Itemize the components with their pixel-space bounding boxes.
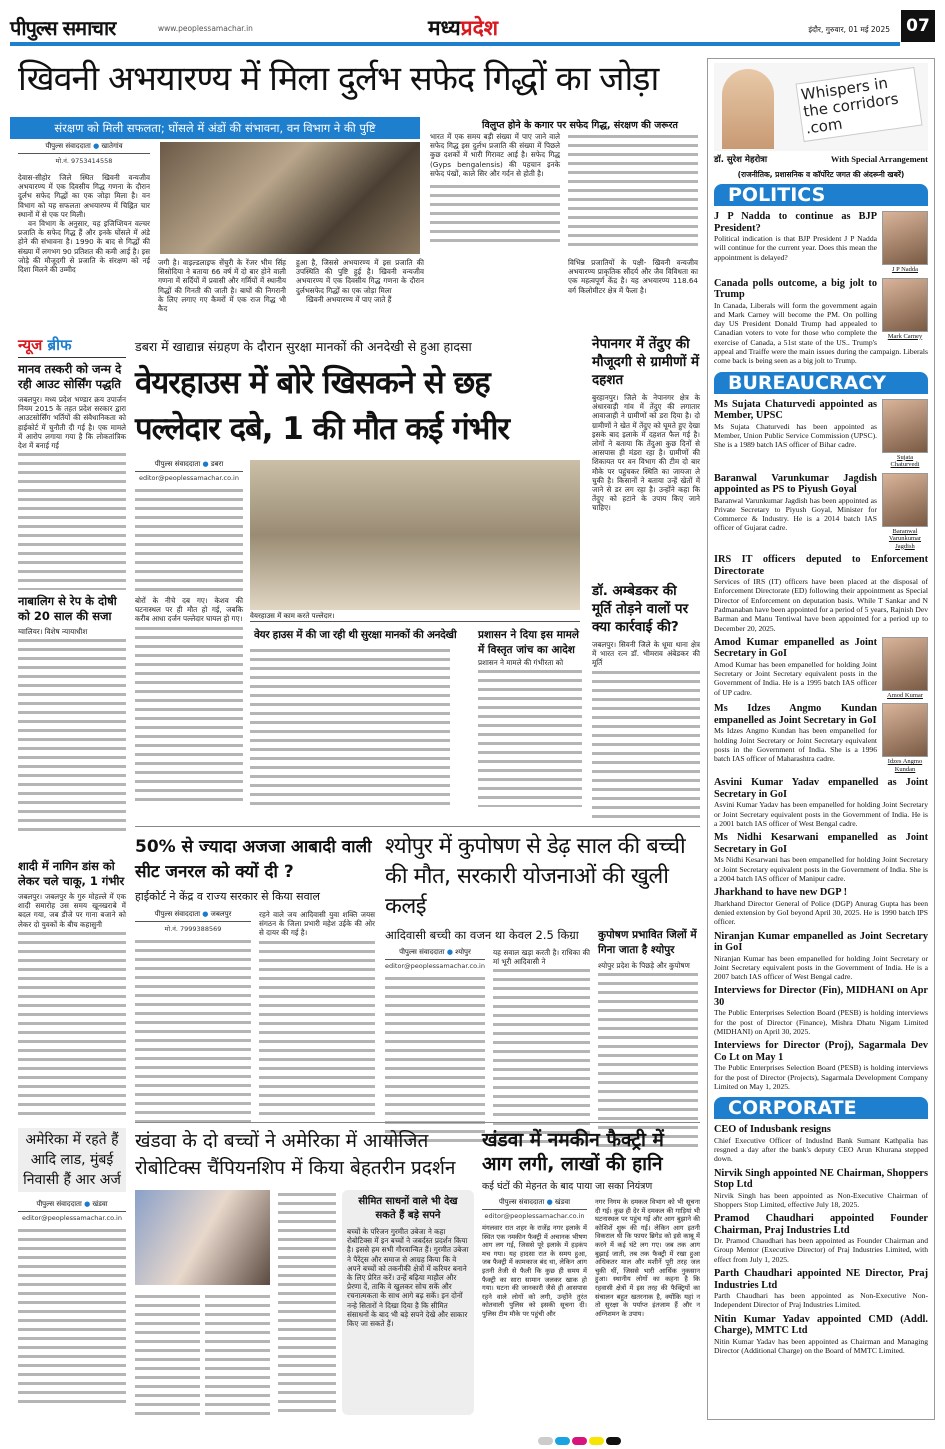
page-number: 07 <box>901 10 935 42</box>
item-headline: Parth Chaudhari appointed NE Director, Praj Industries Ltd <box>714 1268 928 1291</box>
email: editor@peoplessamachar.co.in <box>484 1212 585 1220</box>
news-item <box>714 701 928 775</box>
item-text: Jharkhand Director General of Police (DGP) Anurag Gupta has been denied extension by GoI beyond April 30, 2025. He is 1990 batch IPS officer. <box>714 898 928 927</box>
person-photo <box>882 473 928 551</box>
item-headline: Nitin Kumar Yadav appointed CMD (Addl. Charge), MMTC Ltd <box>714 1313 928 1337</box>
text-block <box>18 1226 126 1406</box>
portrait-image <box>882 473 928 527</box>
byline-name: पीपुल्स संवाददाता <box>399 948 445 956</box>
text-block <box>135 937 251 1127</box>
byline: पीपुल्स संवाददाता ● श्योपुर <box>385 948 485 960</box>
dateline: इंदौर, गुरुवार, 01 मई 2025 <box>808 25 890 34</box>
byline-name: पीपुल्स संवाददाता <box>154 910 201 918</box>
item-headline: Interviews for Director (Fin), MIDHANI on Apr 30 <box>714 985 928 1008</box>
robotics-box <box>278 1190 478 1415</box>
phone: मो.नं. 7999388569 <box>164 925 222 933</box>
headline-line: पल्लेदार दबे, 1 की मौत कई गंभीर <box>135 411 510 447</box>
nepanagar-text: बुरहानपुर। जिले के नेपानगर क्षेत्र के अंधारवाड़ी गांव में तेंदुए की लगातार आवाजाही ने ग्रामीणों को डरा दिया है। दो ग्रामीणों ने खेत में तेंदुए को घूमते हुए देखा इसके बाद इलाके में दहशत फैल गई है। लोगों ने बताया कि तेंदुआ कुछ दिनों से आसपास ही मंडरा रहा है। ग्रामीणों की शिकायत पर वन विभाग की टीम दो बार मौके पर पहुंचकर स्थिति का जायजा ले चुकी है। किसानों ने बताया उन्हें खेतों में जाने से डर लग रहा है। उन्होंने कहा कि तेंदुए को हटाने के उपाय किए जाने चाहिए। <box>592 393 700 513</box>
item-headline: Jharkhand to have new DGP ! <box>714 887 848 899</box>
robotics-kids-photo <box>135 1190 270 1285</box>
sheopur-box-head: कुपोषण प्रभावित जिलों में गिना जाता है श्योपुर <box>598 929 697 956</box>
brief-text: ग्वालियर। विशेष न्यायाधीश <box>18 627 88 637</box>
brief-headline: अमेरिका में रहते हैं आदि लाड, मुंबई निवासी हैं आर अर्ज <box>18 1128 126 1192</box>
brief-headline: शादी में नागिन डांस को लेकर चले चाकू, 1 गंभीर <box>18 859 125 888</box>
nepanagar-story <box>592 335 700 513</box>
photo-caption: वेयरहाउस में काम करते पल्लेदार। <box>250 612 580 622</box>
news-item <box>714 830 928 885</box>
ambedkar-text: जबलपुर। सिवनी जिले के धूमा थाना क्षेत्र में भारत रत्न डॉ. भीमराव अंबेडकर की मूर्ति <box>592 640 700 668</box>
item-text: Ms Nidhi Kesarwani has been empanelled for holding Joint Secretary or Joint Secretary equivalent posts in the Government of India. She is a 2004 batch IAS officer of Manipur cadre. <box>714 855 928 883</box>
text-block <box>18 450 126 590</box>
item-headline: Ms Sujata Chaturvedi appointed as Member, UPSC <box>714 398 877 422</box>
byline: पीपुल्स संवाददाता ● खातेगांव <box>18 142 150 154</box>
website-url[interactable]: www.peoplessamachar.in <box>158 24 253 33</box>
person-photo <box>882 211 928 274</box>
section-title-b: प्रदेश <box>460 16 499 40</box>
ajja-text: रहने वाले जय आदिवासी युवा शक्ति जयस संगठन के जिला प्रभारी महेश उईके की ओर से दायर की गई है। <box>259 910 375 938</box>
item-headline: CEO of Indusbank resigns <box>714 1124 831 1136</box>
header-rule <box>10 42 900 46</box>
divider <box>135 826 700 827</box>
byline-place: खातेगांव <box>101 142 123 150</box>
sheopur-box-text: श्योपुर प्रदेश के पिछड़े और कुपोषण <box>598 961 690 970</box>
author-photo <box>722 69 774 149</box>
text-block <box>135 624 243 804</box>
vulture-nest-photo <box>160 142 420 254</box>
arrangement: With Special Arrangement <box>830 154 928 164</box>
text-block <box>278 1190 336 1415</box>
byline-name: पीपुल्स संवाददाता <box>45 142 91 150</box>
whispers-sections <box>714 184 928 1357</box>
namkeen-text: मंगलवार रात शहर के राजेंद्र नगर इलाके में स्थित एक नमकीन फैक्ट्री में अचानक भीषण आग लग गई, जिससे पूरे इलाके में हड़कंप मच गया। यह हादसा रात के समय हुआ, जब फैक्ट्री में कामकाज बंद था, लेकिन आग इतनी तेजी से फैली कि कुछ ही समय में फैक्ट्री का सारा सामान जलकर खाक हो गया। घटना की जानकारी जैसे ही आसपास रहने वाले लोगों को लगी, उन्होंने तुरंत कोतवाली पुलिस को इसकी सूचना दी। पुलिस टीम मौके पर पहुंची और <box>482 1224 587 1318</box>
byline-place: डबरा <box>210 460 224 468</box>
text-block <box>135 486 243 596</box>
byline-place: श्योपुर <box>455 948 471 956</box>
lead-paragraph: देवास-सीहोर जिले स्थित खिवनी वन्यजीव अभयारण्य में एक दिवसीय गिद्ध गणना के दौरान दुर्लभ सफेद गिद्धों का एक जोड़ा मिला है। वन विभाग को यह सफलता अभयारण्य में चिह्नित चार स्थानों में से एक पर मिली। <box>18 173 150 219</box>
section-header-bureaucracy: BUREAUCRACY <box>714 372 928 394</box>
item-text: Political indication is that BJP President J P Nadda will continue for the current year. Does this mean the appointment is delayed? <box>714 234 877 262</box>
robotics-box-head: सीमित साधनों वाले भी देख सकते हैं बड़े सपने <box>358 1196 458 1221</box>
text-block <box>385 974 485 1144</box>
item-text: The Public Enterprises Selection Board (PESB) is holding interviews for the post of Director (Projects), Sagarmala Development Company Limited on May 1, 2025. <box>714 1063 928 1091</box>
news-brief <box>18 335 126 836</box>
text-block <box>598 970 698 1150</box>
nepanagar-headline: नेपानगर में तेंदुए की मौजूदगी से ग्रामीणों में दहशत <box>592 336 700 388</box>
whispers-logo: Whispers in the corridors .com <box>795 67 922 142</box>
news-item <box>714 1211 928 1266</box>
namkeen-deck: कई घंटों की मेहनत के बाद पाया जा सका नियंत्रण <box>482 1181 653 1192</box>
item-text: The Public Enterprises Selection Board (PESB) is holding interviews for the post of Director (Finance), Mishra Dhatu Nigam Limited (MIDHANI) on April 30, 2025. <box>714 1008 928 1037</box>
byline-place: खंडवा <box>554 1198 571 1206</box>
news-item <box>714 552 928 635</box>
section-title <box>428 14 498 42</box>
subhead: प्रशासन ने दिया इस मामले में विस्तृत जांच का आदेश <box>478 629 579 656</box>
item-headline: J P Nadda to continue as BJP President? <box>714 211 877 234</box>
lead-col3 <box>296 258 424 304</box>
item-headline: Amod Kumar empanelled as Joint Secretary in GoI <box>714 636 877 660</box>
item-text: Baranwal Varunkumar Jagdish has been appointed as Private Secretary to Piyush Goyal, Minister for Commerce & Industry. He is a 2014 batch IAS officer of Gujarat cadre. <box>714 495 877 533</box>
news-item <box>714 209 928 276</box>
warehouse-col1 <box>135 460 243 804</box>
item-text: Asvini Kumar Yadav has been empanelled for holding Joint Secretary or Joint Secretary equivalent posts in the Government of India. He is a 2001 batch IAS officer of West Bengal cadre. <box>714 800 928 828</box>
item-headline: Baranwal Varunkumar Jagdish appointed as PS to Piyush Goyal <box>714 472 877 496</box>
news-item <box>714 1312 928 1358</box>
sheopur-deck: आदिवासी बच्ची का वजन था केवल 2.5 किग्रा <box>385 928 579 942</box>
lead-paragraph: जगी है। वाइल्डलाइफ सेंचुरी के रेंजर भीम सिंह सिसोदिया ने बताया 66 वर्ष में दो बार होने वाली गणना में सर्दियों में प्रवासी और गर्मियों में स्थानीय गिद्धों की गिनती की जाती है। बाघों की निगरानी के लिए लगाए गए कैमरों में एक राज गिद्ध भी कैद <box>158 258 286 314</box>
sheopur-text: यह सवाल खड़ा करती है। राधिका की मां भूरी आदिवासी ने <box>492 948 590 967</box>
person-photo <box>882 278 928 341</box>
news-item <box>714 1122 928 1165</box>
item-headline: Asvini Kumar Yadav empanelled as Joint Secretary in GoI <box>714 777 928 800</box>
item-headline: Nirvik Singh appointed NE Chairman, Shoppers Stop Ltd <box>714 1167 928 1191</box>
ajja-story <box>135 835 375 1127</box>
text-block <box>430 182 560 242</box>
item-text: Nitin Kumar Yadav has been appointed as Chairman and Managing Director (Additional Charge) on the Board of MMTC Limited. <box>714 1336 928 1355</box>
title-a: न्यूज <box>18 336 43 354</box>
item-headline: Niranjan Kumar empanelled as Joint Secretary in GoI <box>714 930 928 954</box>
item-text: Ms Sujata Chaturvedi has been appointed as Member, Union Public Service Commission (UPSC). She is a 1989 batch IAS officer of Bihar cadre. <box>714 421 877 450</box>
namkeen-text: नगर निगम के दमकल विभाग को भी सूचना दी गई। कुछ ही देर में दमकल की गाड़ियां भी घटनास्थल पर पहुंच गईं और आग बुझाने की कोशिशें शुरू की गईं। लेकिन आग इतनी विकराल थी कि फायर ब्रिगेड को इसे काबू में करने में कई घंटे लग गए। जब तक आग बुझाई जाती, तब तक फैक्ट्री में रखा हुआ अधिकतर माल और मशीनें पूरी तरह जल चुकी थीं, जिससे भारी आर्थिक नुकसान हुआ। स्थानीय लोगों का कहना है कि रहवासी क्षेत्रों में इस तरह की फैक्ट्रियों का संचालन बहुत खतरनाक है, क्योंकि यहां न तो सुरक्षा के पर्याप्त इंतजाम हैं और न अग्निशमन के उपाय। <box>595 1198 700 1318</box>
america-brief <box>18 1128 126 1406</box>
portrait-image <box>882 637 928 691</box>
news-item <box>714 775 928 830</box>
text-block <box>250 646 450 806</box>
byline-name: पीपुल्स संवाददाता <box>498 1198 545 1206</box>
photo-caption: Amod Kumar <box>887 691 923 699</box>
item-text: In Canada, Liberals will form the government again and Mark Carney will become the PM. On polling day US President Donald Trump had appealed to Canadian voters to vote for those who complete the exercise of Canada, a 51st state of the US.. Trump's appeal and Traiffe were the main issues during the campaign. Liberals come back is being seen as a big jolt to Trump. <box>714 300 928 366</box>
person-photo <box>882 637 928 700</box>
text-block <box>493 966 590 1146</box>
item-headline: Interviews for Director (Proj), Sagarmala Dev Co Lt on May 1 <box>714 1040 928 1063</box>
brief-text: जबलपुर। जबलपुर के गुरु मोहल्ले में एक शादी समारोह उस समय खूनखराबे में बदल गया, जब डीजे पर गाना बजाने को लेकर दो युवकों के बीच कहासुनी <box>18 892 126 929</box>
item-text: Parth Chaudhari has been appointed as Non-Executive Non-Independent Director of Praj Industries Limited. <box>714 1291 928 1310</box>
namkeen-story <box>482 1128 700 1319</box>
sheopur-headline: श्योपुर में कुपोषण से डेढ़ साल की बच्ची की मौत, सरकारी योजनाओं की खुली कलई <box>385 834 686 919</box>
side-paragraph: भारत में एक समय बड़ी संख्या में पाए जाने वाले सफेद गिद्ध इस दुर्लभ प्रजाति की संख्या में पिछले कुछ दशकों में भारी गिरावट आई है। सफेद गिद्ध (Gyps bengalensis) की पहचान इनके सफेद पंखों, काले सिर और गर्दन से होती है। <box>430 132 560 178</box>
item-headline: Canada polls outcome, a big jolt to Trump <box>714 277 877 300</box>
photo-caption: J P Nadda <box>891 266 919 273</box>
warehouse-kicker: डबरा में खाद्यान्न संग्रहण के दौरान सुरक्षा मानकों की अनदेखी से हुआ हादसा <box>135 339 472 354</box>
photo-caption: Sujata Chaturvedi <box>890 453 920 469</box>
section-title-a: मध्य <box>428 16 461 40</box>
warehouse-sub2 <box>478 628 582 807</box>
text-block <box>135 1292 200 1417</box>
section-header-politics: POLITICS <box>714 184 928 206</box>
brief-text: जबलपुर। मध्य प्रदेश भण्डार क्रय उपार्जन नियम 2015 के तहत प्रदेश सरकार द्वारा आउटसोर्सिंग भर्तियों की संवैधानिकता को हाईकोर्ट में चुनौती दी गई है। एक मामले में आरोप लगाया गया है कि लोकतांत्रिक देश में बनाई गई <box>18 395 126 451</box>
photo-caption: Idzes Angmo Kundan <box>887 758 923 773</box>
photo-caption: Baranwal Varunkumar Jagdish <box>888 527 922 550</box>
masthead <box>10 10 935 46</box>
news-brief-title <box>18 335 126 358</box>
byline-place: खंडवा <box>92 1200 108 1208</box>
text-block <box>568 132 698 252</box>
item-text: Ms Idzes Angmo Kundan has been empanelled for holding Joint Secretary or Joint Secretary equivalent posts in the Government of India. She is a 1996 batch IAS officer of Maharashtra cadre. <box>714 726 877 764</box>
byline-name: पीपुल्स संवाददाता <box>36 1200 82 1208</box>
tagline: (राजनीतिक, प्रशासनिक व कॉर्पोरेट जगत की अंदरूनी खबरें) <box>737 170 905 179</box>
news-item <box>714 1266 928 1312</box>
item-text: Niranjan Kumar has been empanelled for holding Joint Secretary or Joint Secretary equivalent posts in the Government of India. He is a 2007 batch IAS officer of West Bengal cadre. <box>714 953 928 982</box>
text-block <box>478 667 582 807</box>
portrait-image <box>882 211 928 265</box>
byline-place: जबलपुर <box>210 910 232 918</box>
brief-headline: नाबालिग से रेप के दोषी को 20 साल की सजा <box>18 594 117 624</box>
warehouse-photo <box>250 460 580 610</box>
newspaper-logo[interactable]: पीपुल्स समाचार <box>10 16 116 40</box>
whispers-panel <box>707 58 935 1420</box>
news-item <box>714 983 928 1038</box>
whispers-banner <box>714 63 928 151</box>
person-photo <box>882 703 928 773</box>
item-text: Amod Kumar has been empanelled for holding Joint Secretary or Joint Secretary equivalent posts in the Government of India. He is a 1995 batch IAS officer of UP cadre. <box>714 659 877 697</box>
item-headline: IRS IT officers deputed to Enforcement Directorate <box>714 554 928 577</box>
text-block <box>205 1292 270 1417</box>
item-text: Dr. Pramod Chaudhari has been appointed as Founder Chairman and Group Mentor (Executive Director) of Praj Industries Limited, with effect from July 1, 2025. <box>714 1236 928 1264</box>
email: editor@peoplessamachar.co.in <box>139 474 239 482</box>
title-b: ब्रीफ <box>47 336 72 354</box>
item-text: Chief Executive Officer of IndusInd Bank Sumant Kathpalia has resgned a day after the bank's deputy CEO Arun Khurana stepped down. <box>714 1135 928 1164</box>
news-item <box>714 276 928 368</box>
news-item <box>714 397 928 471</box>
item-headline: Ms Idzes Angmo Kundan empanelled as Joint Secretary in GoI <box>714 703 877 726</box>
lead-paragraph: वन विभाग के अनुसार, यह इजिप्शियन वल्चर प्रजाति के सफेद गिद्ध हैं और इनके घोंसले में अंडे होने की संभावना है। 1990 के बाद से गिद्धों की संख्या में लगभग 90 प्रतिशत की कमी आई है। इस जोड़े की मौजूदगी से प्रजाति के संरक्षण को नई दिशा मिलने की उम्मीद <box>18 219 150 275</box>
warehouse-headline <box>135 360 585 452</box>
ambedkar-headline: डॉ. अम्बेडकर की मूर्ति तोड़ने वालों पर क्या कार्रवाई की? <box>592 583 689 635</box>
news-item <box>714 885 928 928</box>
sheopur-story <box>385 832 700 1150</box>
portrait-image <box>882 278 928 332</box>
color-registration-marks <box>538 1430 623 1449</box>
warehouse-sub1-block <box>250 628 460 806</box>
text-block <box>592 668 700 818</box>
text-block <box>18 929 126 1119</box>
section-header-corporate: CORPORATE <box>714 1097 928 1119</box>
item-headline: Pramod Chaudhari appointed Founder Chairman, Praj Industries Ltd <box>714 1213 928 1236</box>
text-block <box>18 636 126 836</box>
headline-line: वेयरहाउस में बोरे खिसकने से छह <box>135 365 490 401</box>
byline: पीपुल्स संवाददाता ● खंडवा <box>18 1200 126 1212</box>
item-text: Nirvik Singh has been appointed as Non-Executive Chairman of Shoppers Stop Limited, effective July 18, 2025. <box>714 1190 928 1209</box>
author-name: डॉ. सुरेश मेहरोत्रा <box>714 155 768 165</box>
lead-paragraph: हुआ है, जिससे अभयारण्य में इस प्रजाति की उपस्थिति की पुष्टि हुई है। खिवनी वन्यजीव अभयारण्य में एक दिवसीय गिद्ध गणना के दौरान दुर्लभसफेद गिद्धों का एक जोड़ा मिला <box>296 258 424 295</box>
news-item <box>714 635 928 702</box>
text-block <box>259 938 375 1118</box>
photo-caption: Mark Carney <box>887 332 923 340</box>
news-item <box>714 1166 928 1212</box>
portrait-image <box>882 703 928 757</box>
email: editor@peoplessamachar.co.in <box>22 1214 122 1222</box>
warehouse-text: बोरों के नीचे दब गए। केशव की घटनास्थल पर ही मौत हो गई, जबकि करीब आधा दर्जन पल्लेदार घायल हो गए। <box>135 596 243 624</box>
item-text: Services of IRS (IT) officers have been placed at the disposal of Enforcement Directorate (ED) following their appointment as Special Director of Enforcement on deputation basis. While T Sankar and N Padmanaban have been appointed for a period of 5 years, Rajnish Dev Barman and Manu Tentiwal have been appointed for a period up to December 20, 2025. <box>714 577 928 633</box>
robotics-box-text: बच्चों के परिजन गुरमीत उबेजा ने कहा रोबोटिक्स में इन बच्चों ने जबर्दस्त प्रदर्शन किया है। इससे हम सभी गौरवान्वित हैं। गुरमीत उबेजा ने पैरेंट्स और समाज से आग्रह किया कि वे अपने बच्चों को तकनीकी क्षेत्रों में करियर बनाने के लिए प्रेरित करें। उन्हें बढ़िया माहौल और प्रेरणा दें, ताकि वे खुलकर सोच सकें और रचनात्मकता के साथ आगे बढ़ सकें। इन दोनों नन्हे सितारों ने दिखा दिया है कि सीमित संसाधनों के बाद भी बड़े सपने देखे और साकार किए जा सकते हैं। <box>347 1227 469 1329</box>
ambedkar-story <box>592 582 700 818</box>
byline: पीपुल्स संवाददाता ● जबलपुर <box>135 910 251 922</box>
byline: पीपुल्स संवाददाता ● डबरा <box>135 460 243 472</box>
item-headline: Ms Nidhi Kesarwani empanelled as Joint Secretary in GoI <box>714 832 928 855</box>
robotics-headline: खंडवा के दो बच्चों ने अमेरिका में आयोजित रोबोटिक्स चैंपियनशिप में किया बेहतरीन प्रदर्शन <box>135 1130 456 1179</box>
lead-side-col <box>430 132 698 295</box>
byline: पीपुल्स संवाददाता ● खंडवा <box>482 1198 587 1210</box>
lead-col1 <box>18 142 150 274</box>
warehouse-sub1: वेयर हाउस में की जा रही थी सुरक्षा मानकों की अनदेखी <box>254 629 457 641</box>
divider <box>135 1122 700 1123</box>
byline-name: पीपुल्स संवाददाता <box>154 460 201 468</box>
lead-headline: खिवनी अभयारण्य में मिला दुर्लभ सफेद गिद्धों का जोड़ा <box>18 59 659 99</box>
brief-headline: मानव तस्करी को जन्म दे रही आउट सोर्सिंग पद्धति <box>18 362 122 391</box>
lead-deck: संरक्षण को मिली सफलता; घोंसले में अंडों की संभावना, वन विभाग ने की पुष्टि <box>10 117 420 139</box>
side-paragraph: विभिन्न प्रजातियों के पक्षी- खिवनी वन्यजीव अभयारण्य प्राकृतिक सौंदर्य और जैव विविधता का एक महत्वपूर्ण केंद्र है। यह अभयारण्य 118.64 वर्ग किलोमीटर क्षेत्र में फैला है। <box>568 258 698 295</box>
lead-paragraph: खिवनी अभयारण्य में पाए जाते हैं <box>306 294 392 304</box>
ajja-deck: हाईकोर्ट ने केंद्र व राज्य सरकार से किया सवाल <box>135 890 320 903</box>
lead-side-head: विलुप्त होने के कगार पर सफेद गिद्ध, संरक्षण की जरूरत <box>482 120 678 131</box>
news-item <box>714 471 928 553</box>
person-photo <box>882 399 928 469</box>
portrait-image <box>882 399 928 453</box>
ajja-headline: 50% से ज्यादा अजजा आबादी वाली सीट जनरल को क्यों दी ? <box>135 837 372 882</box>
phone: मो.नं. 9753414558 <box>55 157 113 165</box>
email: editor@peoplessamachar.co.in <box>385 962 485 970</box>
subhead-text: प्रशासन ने मामले की गंभीरता को <box>478 658 564 667</box>
news-item <box>714 929 928 984</box>
namkeen-headline: खंडवा में नमकीन फैक्ट्री में आग लगी, लाखों की हानि <box>482 1129 664 1175</box>
news-brief-2 <box>18 855 126 1119</box>
news-item <box>714 1038 928 1093</box>
